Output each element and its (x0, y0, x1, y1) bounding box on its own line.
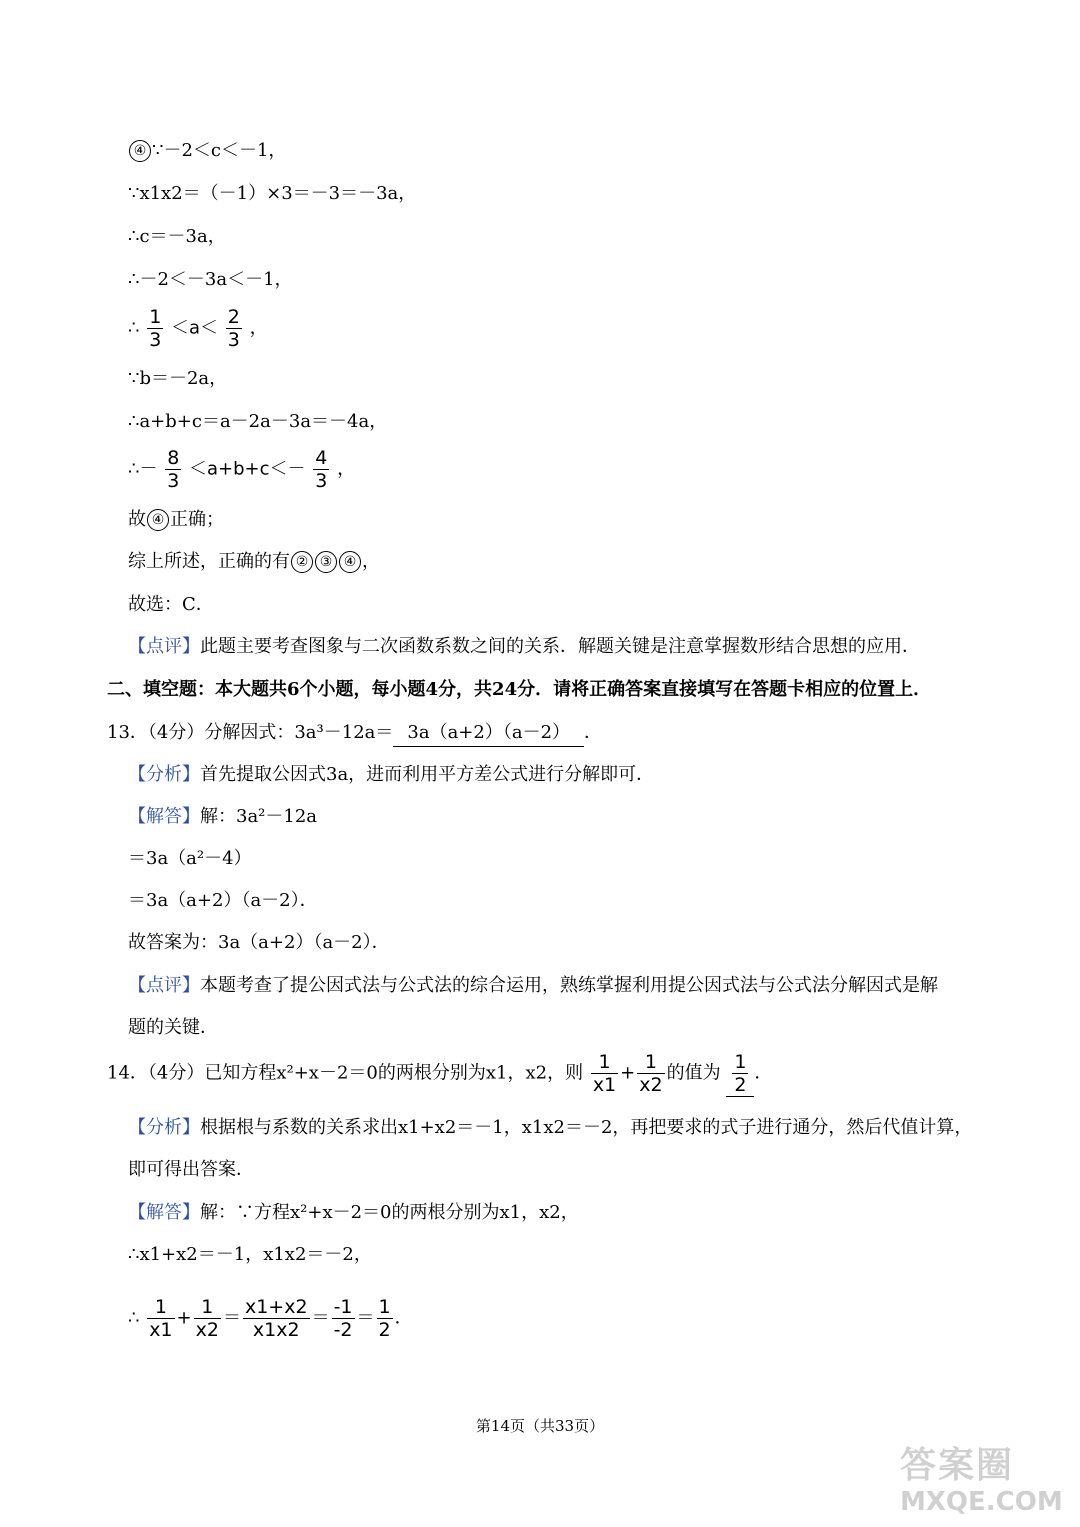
solution-line: 即可得出答案． (128, 1159, 254, 1180)
fraction: $\frac{1}{x1}$ (592, 1051, 617, 1096)
comment-tag: 【点评】 (128, 636, 200, 657)
analysis-line: 【分析】首先提取公因式3a，进而利用平方差公式进行分解即可． (128, 764, 655, 785)
solution-line: ∴－2＜－3a＜－1， (128, 269, 293, 290)
circled-number: ④ (339, 551, 361, 573)
watermark-url: MXQE.COM (900, 1487, 1063, 1517)
circled-number: ④ (147, 509, 169, 531)
fraction: $\frac{2}{3}$ (227, 306, 240, 351)
comment-line: 【点评】此题主要考查图象与二次函数系数之间的关系．解题关键是注意掌握数形结合思想的应用． (128, 636, 920, 657)
fraction: $\frac{1}{2}$ (378, 1296, 391, 1341)
fraction: $\frac{1}{x2}$ (195, 1296, 219, 1341)
fraction: $\frac{1}{x1}$ (149, 1296, 173, 1341)
solution-line: ＝3a（a²－4） (128, 848, 252, 869)
solution-line: 综上所述，正确的有 ② ③ ④ ， (128, 551, 380, 572)
fraction: $\frac{1}{2}$ (734, 1051, 747, 1096)
fraction-equation: ∴ $\frac{1}{x1}$ + $\frac{1}{x2}$ ＝ $\frac{x1+x2}{x1x2}$ ＝ $\frac{-1}{-2}$ ＝ $\frac{1}{2}$ ． (128, 1296, 413, 1341)
question-13: 13．（4分）分解因式：3a³－12a＝ 3a（a+2）（a－2） ． (107, 720, 602, 747)
solution-line: ∵b＝－2a， (128, 368, 228, 389)
fraction: $\frac{x1+x2}{x1x2}$ (244, 1296, 308, 1341)
solution-line (128, 138, 286, 164)
line-text: ∵－2＜c＜－1， (152, 140, 287, 161)
solution-line: 题的关键． (128, 1017, 218, 1038)
answer-tag: 【解答】 (128, 1202, 200, 1223)
watermark-logo (900, 1445, 1075, 1523)
solution-line: 故答案为：3a（a+2）（a－2）． (128, 932, 390, 953)
page-footer: 第14页（共33页） (475, 1417, 605, 1435)
fraction-inequality: ∴ $\frac{1}{3}$ ＜a＜ $\frac{2}{3}$ ， (128, 306, 268, 351)
solution-line: ∴a+b+c＝a－2a－3a＝－4a， (128, 411, 388, 432)
solution-line: ＝3a（a+2）（a－2）． (128, 890, 318, 911)
answer-line: 【解答】解：3a²－12a (128, 806, 318, 827)
analysis-tag: 【分析】 (128, 764, 200, 785)
fraction: $\frac{1}{x2}$ (639, 1051, 663, 1096)
answer-line: 【解答】解：∵方程x²+x－2＝0的两根分别为x1，x2， (128, 1202, 579, 1223)
solution-line: 故 ④ 正确； (128, 509, 224, 530)
circled-number: ③ (315, 551, 337, 573)
circled-number: ④ (129, 140, 151, 162)
answer-blank (726, 1051, 754, 1097)
fraction: $\frac{-1}{-2}$ (333, 1296, 353, 1341)
solution-line: ∵x1x2＝（－1）×3＝－3＝－3a， (128, 183, 417, 204)
fraction: $\frac{8}{3}$ (167, 447, 180, 492)
section-heading: 二、填空题：本大题共6个小题，每小题4分，共24分．请将正确答案直接填写在答题卡相应的位置上． (107, 679, 932, 700)
solution-line: ∴x1+x2＝－1，x1x2＝－2， (128, 1244, 372, 1265)
fraction-inequality: ∴－ $\frac{8}{3}$ ＜a+b+c＜－ $\frac{4}{3}$ ， (128, 447, 356, 492)
circled-number: ② (291, 551, 313, 573)
watermark-text: 答案圈 (900, 1445, 1015, 1486)
fraction: $\frac{4}{3}$ (315, 447, 328, 492)
question-14: 14．（4分）已知方程x²+x－2＝0的两根分别为x1，x2，则 $\frac{1}{x1}$ + $\frac{1}{x2}$ 的值为 $\frac{1}{2}$ ． (107, 1051, 773, 1096)
analysis-line: 【分析】根据根与系数的关系求出x1+x2＝－1，x1x2＝－2，再把要求的式子进行通分，然后代值计算， (128, 1117, 973, 1138)
comment-line: 【点评】本题考查了提公因式法与公式法的综合运用，熟练掌握利用提公因式法与公式法分解因式是解 (128, 975, 938, 996)
solution-line: ∴c＝－3a， (128, 226, 226, 247)
fraction: $\frac{1}{3}$ (149, 306, 162, 351)
comment-tag: 【点评】 (128, 975, 200, 996)
solution-line: 故选：C． (128, 594, 214, 615)
answer-blank: 3a（a+2）（a－2） (393, 720, 584, 747)
answer-tag: 【解答】 (128, 806, 200, 827)
analysis-tag: 【分析】 (128, 1117, 200, 1138)
